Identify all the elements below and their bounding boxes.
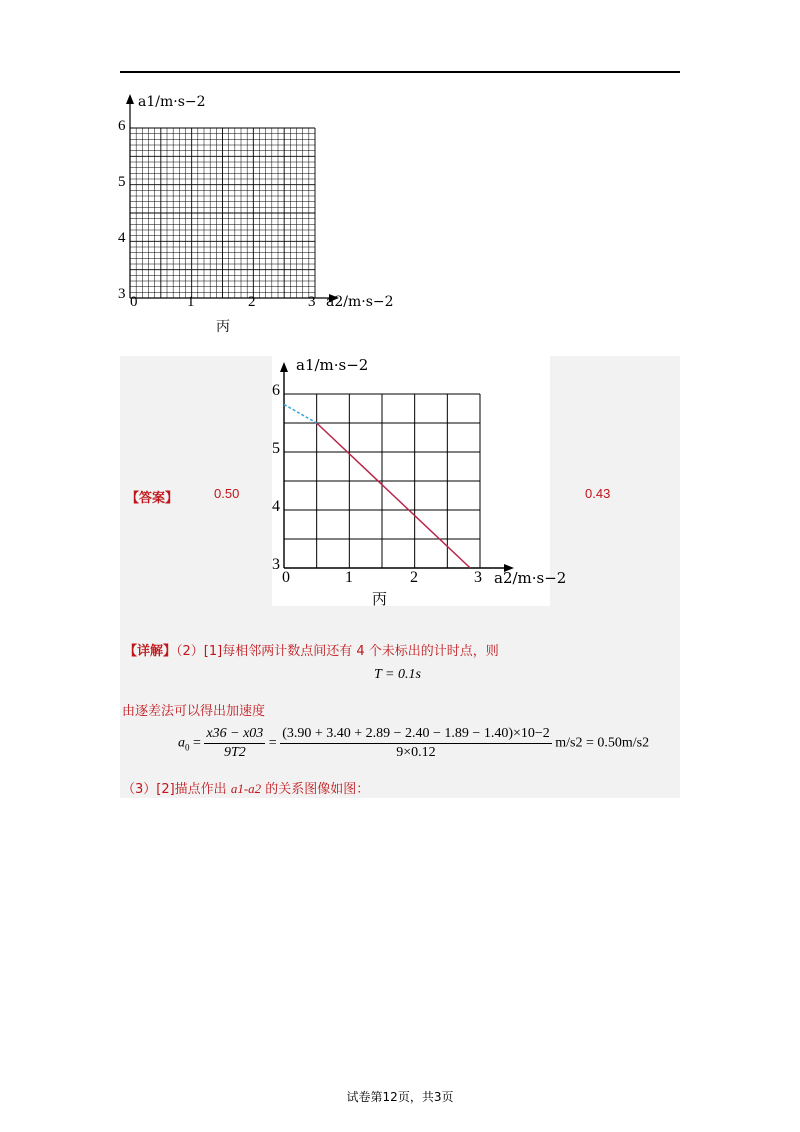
eq-fraction-2-den: 9×0.12: [396, 745, 436, 760]
x-tick-2: 2: [248, 294, 256, 310]
eq-a-sub: 0: [185, 742, 190, 753]
answer-x-axis-label: a2/m·s−2: [494, 569, 567, 587]
y-tick-6: 6: [118, 118, 126, 134]
answer-y-tick-5: 5: [272, 440, 280, 457]
x-tick-1: 1: [187, 294, 195, 310]
y-tick-3: 3: [118, 286, 126, 302]
detail-line-1: [124, 640, 499, 659]
eq-fraction-1-num: x36 − x03: [204, 726, 265, 744]
fit-line-extension: [284, 404, 317, 423]
answer-label: 【答案】: [126, 491, 179, 506]
detail-line-3-suffix: 的关系图像如图：: [261, 782, 370, 797]
answer-x-tick-1: 1: [345, 569, 353, 586]
top-rule: [120, 71, 680, 73]
answer-x-tick-3: 3: [474, 569, 482, 586]
answer-x-tick-0: 0: [282, 569, 290, 586]
answer-value-1: 0.50: [214, 486, 240, 501]
answer-series: [284, 404, 470, 568]
y-tick-4: 4: [118, 230, 126, 246]
grid-lines: [130, 128, 315, 298]
page-footer: 试卷第12页，共3页: [346, 1090, 454, 1104]
figure-caption: 丙: [216, 319, 230, 335]
answer-y-axis-label: a1/m·s−2: [296, 356, 369, 374]
y-axis-label: a1/m·s−2: [138, 94, 206, 110]
detail-line-1-text: （2）[1]每相邻两计数点间还有 4 个未标出的计时点，则: [176, 644, 499, 659]
detail-line-3: [122, 778, 369, 797]
eq-fraction-1-den: 9T2: [223, 745, 246, 760]
answer-y-tick-3: 3: [272, 556, 280, 573]
blank-grid-figure: [110, 90, 400, 340]
answer-grid: [284, 394, 480, 568]
eq-fraction-2-num: (3.90 + 3.40 + 2.89 − 2.40 − 1.89 − 1.40)×10−2: [280, 726, 552, 744]
detail-line-2: 由逐差法可以得出加速度: [122, 704, 266, 719]
eq-a-symbol: a: [178, 735, 185, 751]
equation-T: T = 0.1s: [374, 667, 421, 682]
detail-line-3-prefix: （3）[2]描点作出: [122, 782, 231, 797]
answer-y-axis-arrow: [280, 362, 288, 372]
answer-chart-caption: 丙: [372, 590, 388, 608]
x-tick-3: 3: [308, 294, 316, 310]
answer-value-2: 0.43: [585, 486, 611, 501]
answer-x-tick-2: 2: [410, 569, 418, 586]
answer-y-tick-6: 6: [272, 382, 280, 399]
y-tick-5: 5: [118, 174, 126, 190]
eq-result: m/s2 = 0.50m/s2: [555, 735, 650, 751]
x-axis-label: a2/m·s−2: [326, 294, 394, 310]
detail-line-3-var: a1-a2: [230, 781, 262, 796]
detail-label: 【详解】: [124, 644, 177, 659]
eq-fraction-2: [280, 726, 552, 761]
eq-fraction-1: [204, 726, 265, 761]
equation-a0: $a_0$ = $\frac{x36 - x03}{9T2}$ = $\frac{(3.90 + 3.40 + 2.89 - 2.40 - 1.89 - 1.40)\times 10-2}{9\times 0.12}$ m/s2 = 0.50m/s2: [178, 726, 650, 760]
y-axis-arrow: [126, 94, 134, 104]
answer-y-tick-4: 4: [272, 498, 280, 515]
answer-chart: [272, 356, 567, 608]
x-tick-0: 0: [130, 294, 138, 310]
